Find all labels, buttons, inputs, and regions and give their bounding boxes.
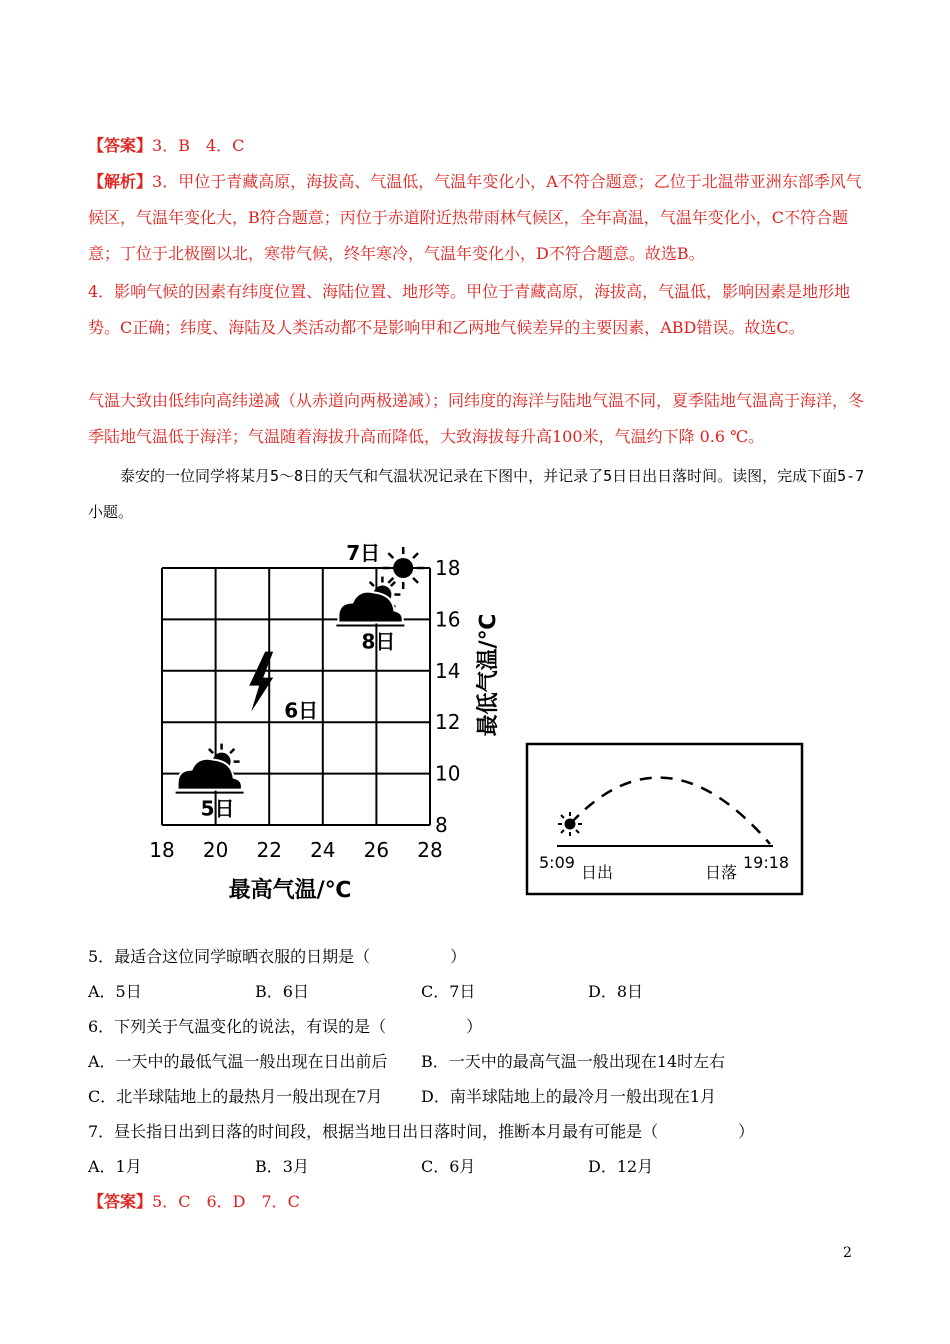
q5-stem: 5．最适合这位同学晾晒衣服的日期是（ ） [88, 947, 467, 966]
q6-option-d: D．南半球陆地上的最冷月一般出现在1月 [421, 1087, 717, 1106]
weather-mark-partly-cloudy [336, 577, 404, 654]
x-tick-label: 24 [310, 838, 336, 862]
x-tick-label: 28 [417, 838, 443, 862]
sunrise-label: 日出 [581, 863, 614, 882]
y-tick-labels [435, 556, 460, 837]
q7-option-c: C．6月 [421, 1157, 476, 1176]
answer-line-2 [88, 1189, 300, 1212]
analysis-q4: 4．影响气候的因素有纬度位置、海陆位置、地形等。甲位于青藏高原，海拔高，气温低，影响因素是地形地势。C正确；纬度、海陆及人类活动都不是影响甲和乙两地气候差异的主要因素，ABD错误。故选C。 [88, 282, 851, 337]
q5-option-a: A．5日 [88, 982, 142, 1001]
sunrise-time: 5:09 [539, 853, 575, 872]
q6-option-c: C．北半球陆地上的最热月一般出现在7月 [88, 1087, 383, 1106]
x-tick-label: 18 [149, 838, 175, 862]
sun-path-arc [570, 778, 770, 844]
q7-option-a: A．1月 [88, 1157, 142, 1176]
answer2-tag: 【答案】 [88, 1192, 153, 1211]
sun-icon [558, 812, 582, 836]
x-tick-labels [149, 838, 442, 862]
x-tick-label: 26 [363, 838, 390, 862]
y-tick-label: 12 [435, 710, 461, 735]
y-tick-label: 10 [435, 761, 461, 786]
weather-marks [176, 541, 425, 821]
weather-mark-thunderstorm [249, 652, 318, 723]
question-intro [88, 458, 868, 530]
q7-stem: 7．昼长指日出到日落的时间段，根据当地日出日落时间，推断本月最有可能是（ ） [88, 1122, 755, 1141]
q6-option-b: B．一天中的最高气温一般出现在14时左右 [421, 1052, 726, 1071]
q5-option-c: C．7日 [421, 982, 476, 1001]
x-axis-label: 最高气温/℃ [228, 878, 352, 903]
sunset-label: 日落 [705, 863, 738, 882]
q6-option-a: A．一天中的最低气温一般出现在日出前后 [88, 1052, 388, 1071]
weather-mark-partly-cloudy [176, 744, 244, 821]
answer-line-1 [88, 128, 868, 164]
answer2-text: 5．C 6．D 7．C [152, 1192, 300, 1211]
point-label: 8日 [361, 629, 396, 654]
x-tick-label: 20 [202, 838, 229, 862]
q7-option-d: D．12月 [588, 1157, 654, 1176]
analysis-tag: 【解析】 [88, 172, 153, 191]
sun-path-diagram [525, 742, 805, 897]
answer-tag: 【答案】 [88, 136, 153, 155]
q6-stem: 6．下列关于气温变化的说法，有误的是（ ） [88, 1017, 483, 1036]
x-tick-label: 22 [256, 838, 282, 862]
point-label: 7日 [346, 541, 381, 565]
q7-option-b: B．3月 [255, 1157, 309, 1176]
temperature-chart [140, 530, 510, 910]
analysis-note: 气温大致由低纬向高纬递减（从赤道向两极递减）；同纬度的海洋与陆地气温不同，夏季陆地气温高于海洋，冬季陆地气温低于海洋；气温随着海拔升高而降低，大致海拔每升高100米，气温约下降 0.6 ℃。 [88, 391, 865, 446]
y-axis-label: 最低气温/℃ [476, 613, 501, 737]
answer-text: 3．B 4．C [152, 136, 245, 155]
sunset-time: 19:18 [743, 853, 790, 872]
analysis-q3-text: 3．甲位于青藏高原，海拔高、气温低，气温年变化小，A不符合题意；乙位于北温带亚洲东部季风气候区，气温年变化大，B符合题意；丙位于赤道附近热带雨林气候区，全年高温，气温年变化小，C不符合题意；丁位于北极圈以北，寒带气候，终年寒冷，气温年变化小，D不符合题意。故选B。 [88, 172, 862, 263]
q5-option-b: B．6日 [255, 982, 309, 1001]
q5-option-d: D．8日 [588, 982, 644, 1001]
y-tick-label: 14 [435, 658, 461, 683]
analysis-q3 [88, 164, 868, 272]
point-label: 5日 [200, 796, 235, 821]
point-label: 6日 [284, 698, 319, 723]
page-number: 2 [843, 1245, 852, 1261]
y-tick-label: 18 [435, 556, 461, 580]
y-tick-label: 8 [435, 813, 448, 837]
question-intro-text: 泰安的一位同学将某月5～8日的天气和气温状况记录在下图中，并记录了5日日出日落时间。读图，完成下面5-7小题。 [88, 467, 865, 521]
y-tick-label: 16 [435, 607, 461, 632]
weather-mark-sunny [346, 541, 424, 589]
